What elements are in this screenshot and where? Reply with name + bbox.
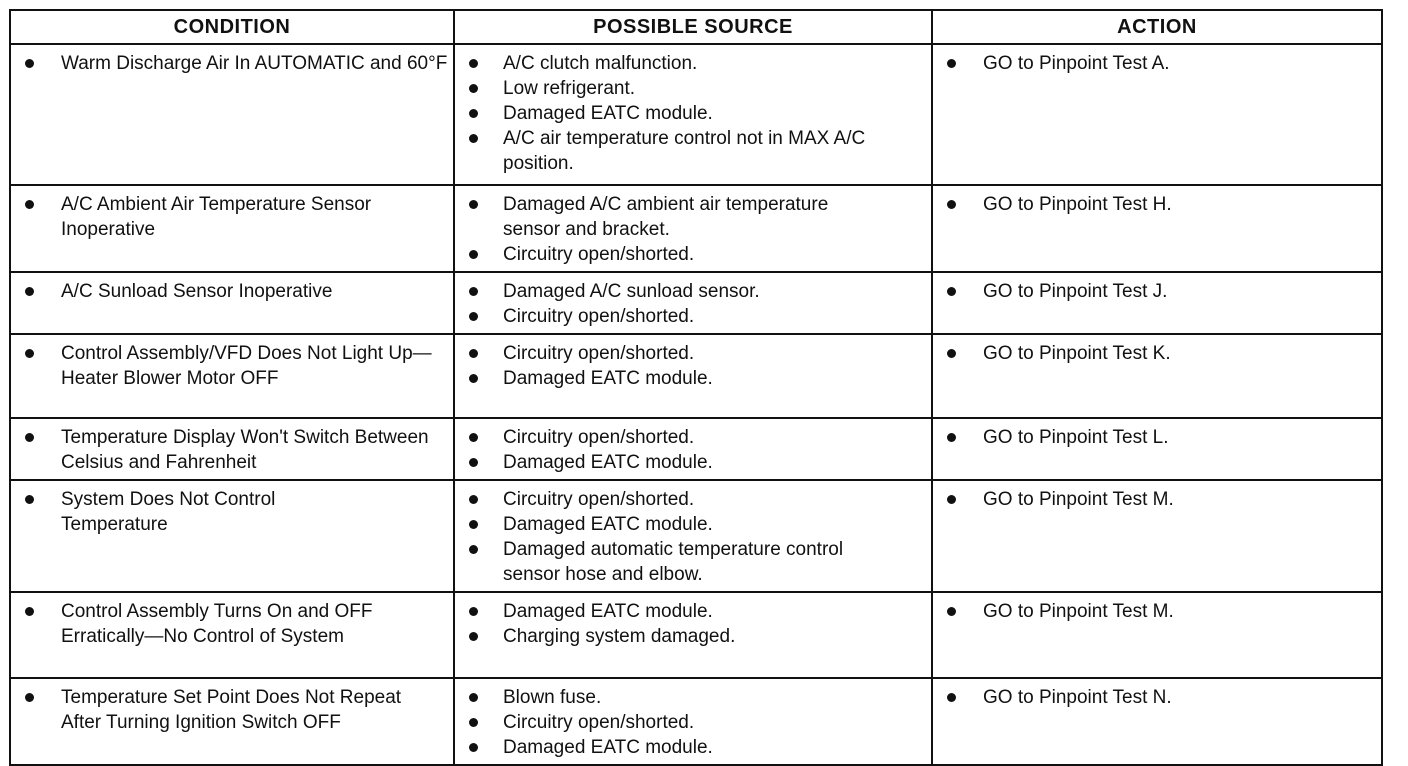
source-item: Damaged EATC module. xyxy=(455,101,931,126)
condition-text: Warm Discharge Air In AUTOMATIC and 60°F xyxy=(11,51,453,76)
condition-cell xyxy=(10,334,454,418)
condition-header: CONDITION xyxy=(10,10,454,44)
action-text: GO to Pinpoint Test N. xyxy=(933,685,1381,710)
action-text: GO to Pinpoint Test L. xyxy=(933,425,1381,450)
table-row xyxy=(10,334,1382,418)
source-item: Damaged EATC module. xyxy=(455,512,931,537)
action-text: GO to Pinpoint Test J. xyxy=(933,279,1381,304)
table-row xyxy=(10,185,1382,272)
condition-text: Temperature Display Won't Switch Between Celsius and Fahrenheit xyxy=(11,425,453,475)
source-cell xyxy=(454,480,932,592)
header-row xyxy=(10,10,1382,44)
source-item: Damaged automatic temperature control sensor hose and elbow. xyxy=(455,537,931,587)
source-item: Circuitry open/shorted. xyxy=(455,487,931,512)
action-cell xyxy=(932,592,1382,678)
condition-text: System Does Not Control Temperature xyxy=(11,487,453,537)
source-cell xyxy=(454,272,932,334)
source-item: Low refrigerant. xyxy=(455,76,931,101)
action-text: GO to Pinpoint Test H. xyxy=(933,192,1381,217)
possible-source-header: POSSIBLE SOURCE xyxy=(454,10,932,44)
table-row xyxy=(10,44,1382,185)
source-cell xyxy=(454,678,932,765)
action-text: GO to Pinpoint Test M. xyxy=(933,487,1381,512)
source-item: Circuitry open/shorted. xyxy=(455,425,931,450)
action-cell xyxy=(932,334,1382,418)
condition-cell xyxy=(10,272,454,334)
table-row xyxy=(10,678,1382,765)
source-cell xyxy=(454,185,932,272)
source-cell xyxy=(454,592,932,678)
action-text: GO to Pinpoint Test M. xyxy=(933,599,1381,624)
action-cell xyxy=(932,480,1382,592)
source-item: Circuitry open/shorted. xyxy=(455,710,931,735)
source-item: Charging system damaged. xyxy=(455,624,931,649)
condition-text: Temperature Set Point Does Not Repeat After Turning Ignition Switch OFF xyxy=(11,685,453,735)
table-row xyxy=(10,272,1382,334)
condition-text: A/C Sunload Sensor Inoperative xyxy=(11,279,453,304)
source-item: Damaged A/C sunload sensor. xyxy=(455,279,931,304)
source-cell xyxy=(454,334,932,418)
source-item: Damaged EATC module. xyxy=(455,450,931,475)
source-item: Circuitry open/shorted. xyxy=(455,341,931,366)
action-text: GO to Pinpoint Test A. xyxy=(933,51,1381,76)
action-cell xyxy=(932,44,1382,185)
action-header: ACTION xyxy=(932,10,1382,44)
condition-text: A/C Ambient Air Temperature Sensor Inoperative xyxy=(11,192,453,242)
condition-text: Control Assembly/VFD Does Not Light Up—Heater Blower Motor OFF xyxy=(11,341,453,391)
action-cell xyxy=(932,272,1382,334)
symptom-chart-table xyxy=(9,9,1383,766)
condition-cell xyxy=(10,44,454,185)
condition-cell xyxy=(10,592,454,678)
source-item: Blown fuse. xyxy=(455,685,931,710)
source-item: Damaged EATC module. xyxy=(455,366,931,391)
source-cell xyxy=(454,418,932,480)
source-cell xyxy=(454,44,932,185)
action-cell xyxy=(932,418,1382,480)
condition-cell xyxy=(10,678,454,765)
source-item: Damaged A/C ambient air temperature sensor and bracket. xyxy=(455,192,931,242)
source-item: Circuitry open/shorted. xyxy=(455,304,931,329)
source-item: Damaged EATC module. xyxy=(455,599,931,624)
condition-cell xyxy=(10,480,454,592)
source-item: A/C air temperature control not in MAX A/C position. xyxy=(455,126,931,176)
source-item: Circuitry open/shorted. xyxy=(455,242,931,267)
action-text: GO to Pinpoint Test K. xyxy=(933,341,1381,366)
condition-cell xyxy=(10,418,454,480)
action-cell xyxy=(932,185,1382,272)
diagnosis-table-container xyxy=(9,9,1381,766)
condition-text: Control Assembly Turns On and OFF Erratically—No Control of System xyxy=(11,599,453,649)
table-row xyxy=(10,418,1382,480)
source-item: A/C clutch malfunction. xyxy=(455,51,931,76)
action-cell xyxy=(932,678,1382,765)
source-item: Damaged EATC module. xyxy=(455,735,931,760)
table-row xyxy=(10,480,1382,592)
table-row xyxy=(10,592,1382,678)
condition-cell xyxy=(10,185,454,272)
